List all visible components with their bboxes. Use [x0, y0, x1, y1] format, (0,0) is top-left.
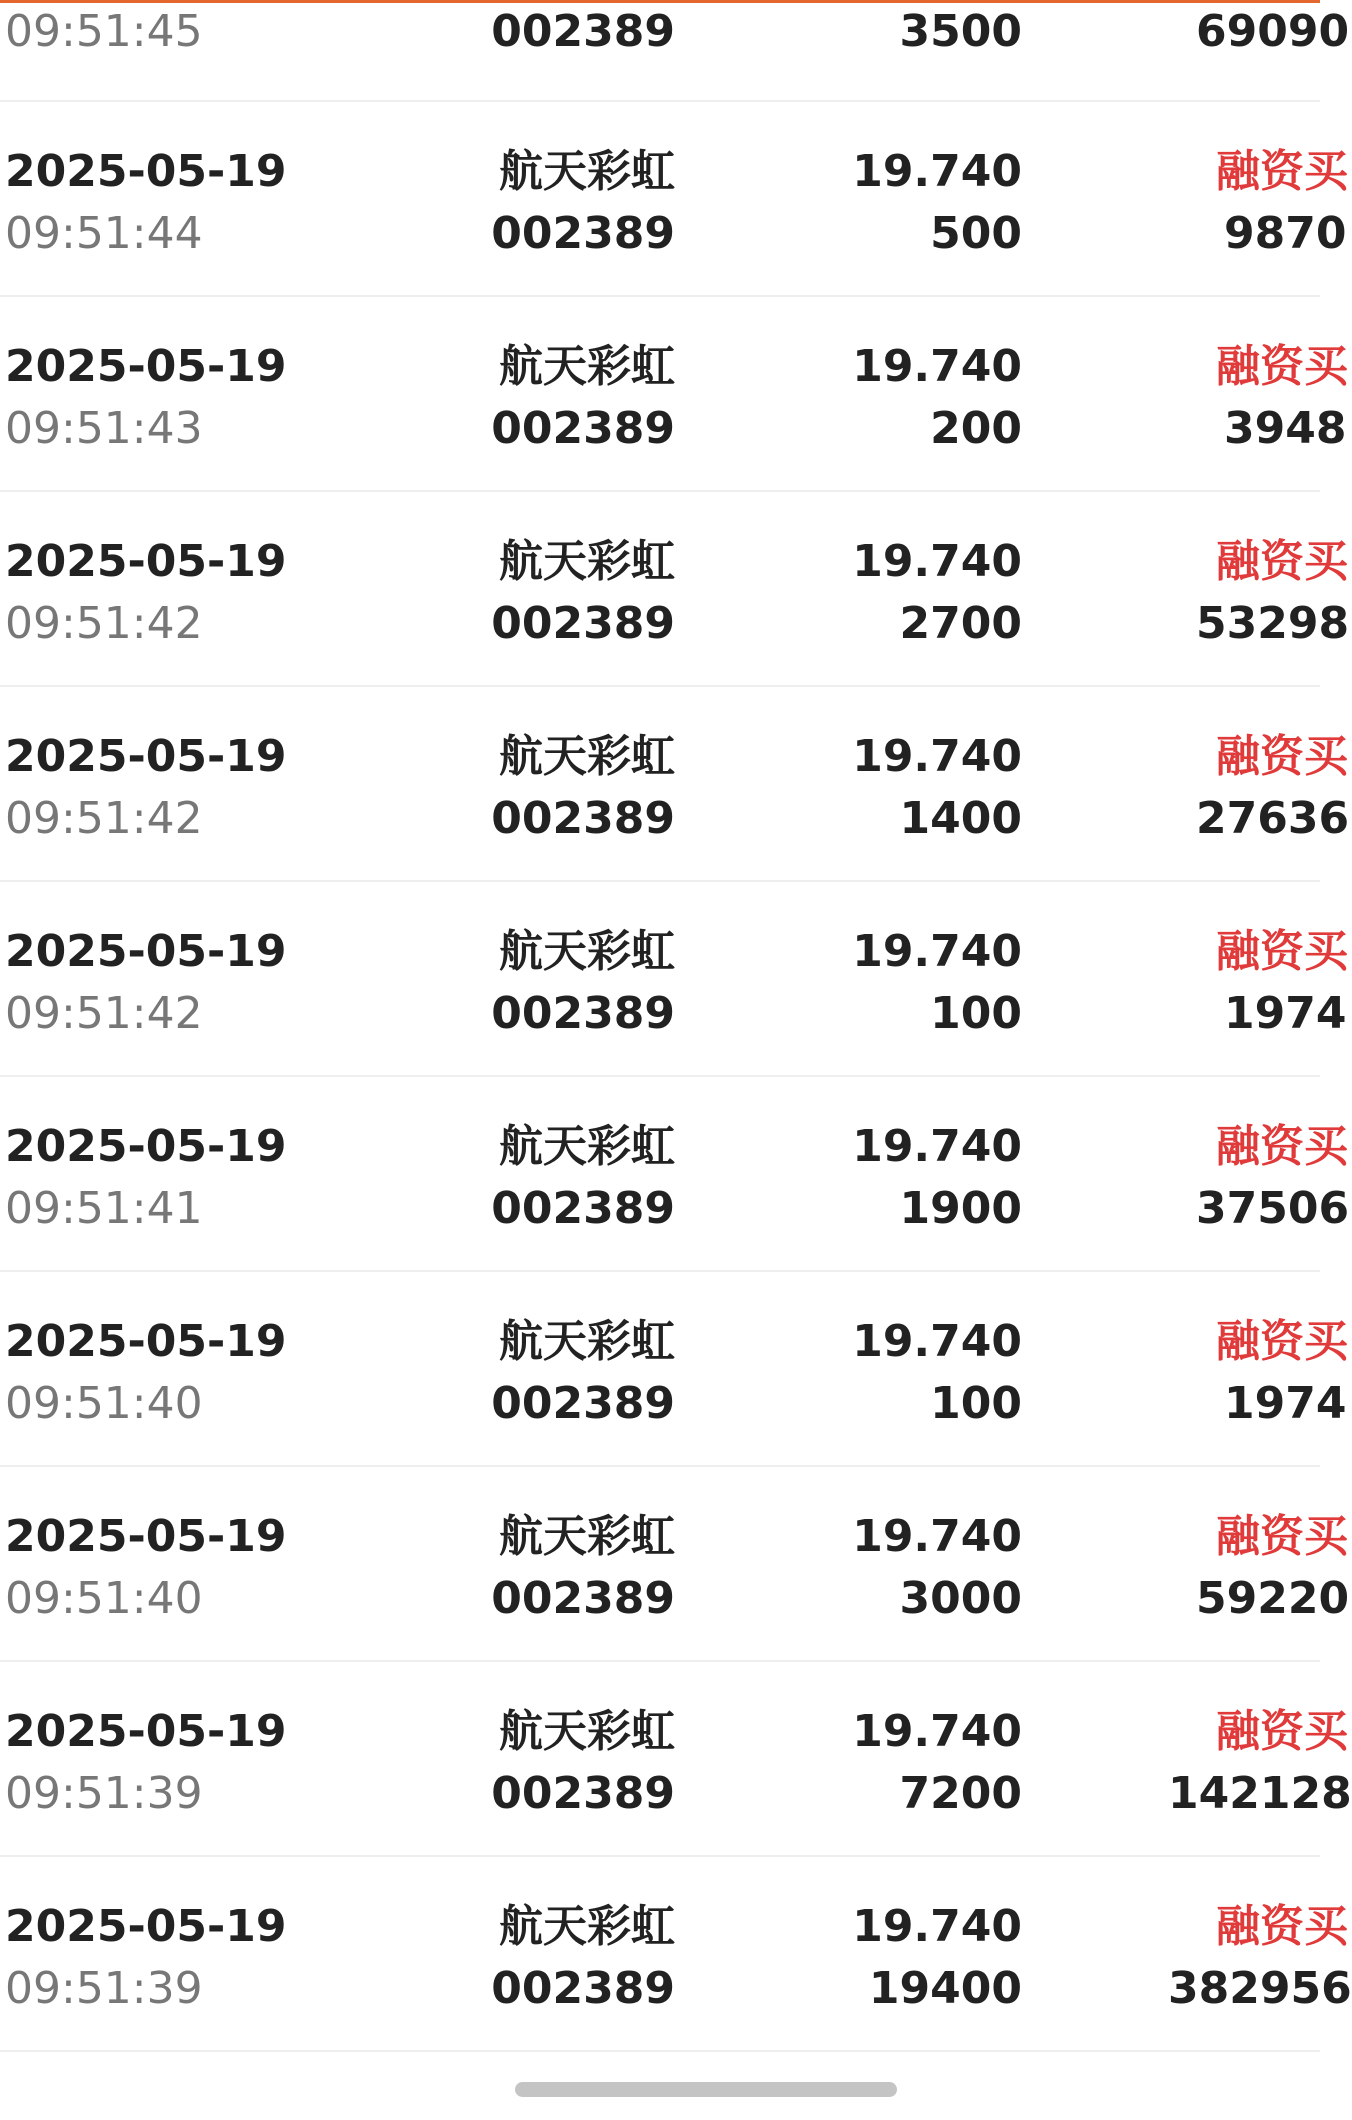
trade-price: 19.740 [852, 1706, 1022, 1757]
trade-date: 2025-05-19 [5, 1511, 287, 1562]
trade-time: 09:51:40 [5, 1573, 203, 1624]
stock-name: 航天彩虹 [499, 341, 675, 392]
trade-date: 2025-05-19 [5, 1901, 287, 1952]
stock-name: 航天彩虹 [499, 536, 675, 587]
trade-volume: 200 [930, 403, 1022, 454]
trade-amount: 1974 [1224, 1378, 1347, 1429]
trade-time: 09:51:44 [5, 208, 203, 259]
stock-name: 航天彩虹 [499, 926, 675, 977]
trade-amount: 382956 [1168, 1963, 1352, 2014]
trade-type: 融资买 [1216, 1706, 1348, 1757]
trade-time: 09:51:42 [5, 598, 203, 649]
stock-code: 002389 [491, 988, 675, 1039]
table-row[interactable] [0, 492, 1350, 687]
trade-time: 09:51:45 [5, 6, 203, 57]
stock-code: 002389 [491, 6, 675, 57]
stock-code: 002389 [491, 1573, 675, 1624]
table-row[interactable] [0, 882, 1348, 1077]
trade-type: 融资买 [1216, 926, 1348, 977]
trade-type: 融资买 [1216, 731, 1348, 782]
trade-price: 19.740 [852, 1121, 1022, 1172]
trade-amount: 69090 [1196, 6, 1350, 57]
trade-price: 19.740 [852, 926, 1022, 977]
table-row[interactable] [0, 1857, 1352, 2052]
trade-price: 19.740 [852, 1316, 1022, 1367]
trade-amount: 142128 [1168, 1768, 1352, 1819]
trade-type: 融资买 [1216, 1316, 1348, 1367]
stock-name: 航天彩虹 [499, 1511, 675, 1562]
trade-date: 2025-05-19 [5, 1316, 287, 1367]
trade-volume: 1400 [899, 793, 1022, 844]
trade-price: 19.740 [852, 1511, 1022, 1562]
stock-code: 002389 [491, 1183, 675, 1234]
trade-volume: 3000 [899, 1573, 1022, 1624]
trade-time: 09:51:41 [5, 1183, 203, 1234]
trade-volume: 2700 [899, 598, 1022, 649]
trade-volume: 1900 [899, 1183, 1022, 1234]
stock-name: 航天彩虹 [499, 146, 675, 197]
trade-amount: 1974 [1224, 988, 1347, 1039]
table-row[interactable] [0, 297, 1348, 492]
trade-date: 2025-05-19 [5, 926, 287, 977]
trade-time: 09:51:40 [5, 1378, 203, 1429]
stock-name: 航天彩虹 [499, 1706, 675, 1757]
trade-price: 19.740 [852, 731, 1022, 782]
table-row[interactable] [0, 1077, 1350, 1272]
trade-volume: 19400 [868, 1963, 1022, 2014]
table-row[interactable] [0, 102, 1348, 297]
table-row[interactable] [0, 1662, 1352, 1857]
stock-code: 002389 [491, 598, 675, 649]
table-row[interactable] [0, 1467, 1350, 1662]
trade-time: 09:51:43 [5, 403, 203, 454]
trade-time: 09:51:39 [5, 1963, 203, 2014]
trade-date: 2025-05-19 [5, 1121, 287, 1172]
trade-type: 融资买 [1216, 536, 1348, 587]
trade-amount: 53298 [1196, 598, 1350, 649]
trade-time: 09:51:39 [5, 1768, 203, 1819]
trade-type: 融资买 [1216, 1901, 1348, 1952]
trade-amount: 59220 [1196, 1573, 1350, 1624]
trade-date: 2025-05-19 [5, 1706, 287, 1757]
stock-code: 002389 [491, 1378, 675, 1429]
trade-type: 融资买 [1216, 1121, 1348, 1172]
trade-type: 融资买 [1216, 146, 1348, 197]
stock-code: 002389 [491, 793, 675, 844]
trade-amount: 37506 [1196, 1183, 1350, 1234]
trade-amount: 9870 [1224, 208, 1347, 259]
stock-code: 002389 [491, 208, 675, 259]
home-indicator[interactable] [515, 2082, 897, 2097]
trade-date: 2025-05-19 [5, 341, 287, 392]
trade-volume: 7200 [899, 1768, 1022, 1819]
trade-date: 2025-05-19 [5, 731, 287, 782]
table-row[interactable] [0, 1272, 1348, 1467]
trade-time: 09:51:42 [5, 988, 203, 1039]
trade-volume: 100 [930, 988, 1022, 1039]
stock-name: 航天彩虹 [499, 1901, 675, 1952]
trade-type: 融资买 [1216, 341, 1348, 392]
trade-price: 19.740 [852, 536, 1022, 587]
trade-amount: 27636 [1196, 793, 1350, 844]
stock-code: 002389 [491, 403, 675, 454]
stock-name: 航天彩虹 [499, 1121, 675, 1172]
table-row[interactable] [0, 0, 1350, 102]
trade-price: 19.740 [852, 341, 1022, 392]
trade-date: 2025-05-19 [5, 536, 287, 587]
trade-price: 19.740 [852, 146, 1022, 197]
trade-volume: 500 [930, 208, 1022, 259]
stock-code: 002389 [491, 1963, 675, 2014]
trade-amount: 3948 [1224, 403, 1347, 454]
stock-name: 航天彩虹 [499, 731, 675, 782]
stock-code: 002389 [491, 1768, 675, 1819]
trade-volume: 3500 [899, 6, 1022, 57]
stock-name: 航天彩虹 [499, 1316, 675, 1367]
trade-type: 融资买 [1216, 1511, 1348, 1562]
trade-time: 09:51:42 [5, 793, 203, 844]
trade-date: 2025-05-19 [5, 146, 287, 197]
table-row[interactable] [0, 687, 1350, 882]
trade-price: 19.740 [852, 1901, 1022, 1952]
trade-volume: 100 [930, 1378, 1022, 1429]
